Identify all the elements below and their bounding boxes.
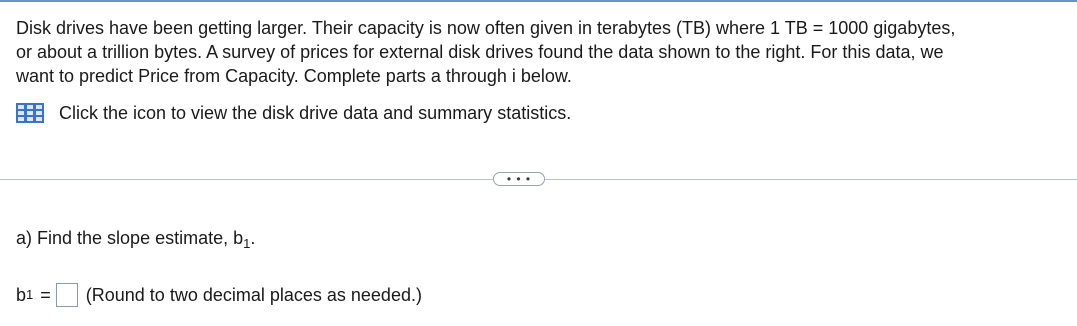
answer-row: b 1 = (Round to two decimal places as needed.) <box>16 282 422 308</box>
view-data-label[interactable]: Click the icon to view the disk drive data and summary statistics. <box>59 103 572 123</box>
view-data-link[interactable] <box>16 101 571 125</box>
top-rule <box>0 0 1077 2</box>
equals-sign: = <box>40 284 51 305</box>
slope-answer-input[interactable] <box>56 283 78 307</box>
problem-line-3: want to predict Price from Capacity. Complete parts a through i below. <box>16 66 572 86</box>
problem-line-2: or about a trillion bytes. A survey of prices for external disk drives found the data shown to the right. For this data, we <box>16 42 944 62</box>
answer-variable: b <box>16 284 27 305</box>
expand-more-button[interactable]: • • • <box>493 172 545 186</box>
problem-line-1: Disk drives have been getting larger. Their capacity is now often given in terabytes (TB) where 1 TB = 1000 gigabytes, <box>16 18 956 38</box>
table-grid-icon[interactable] <box>16 103 44 123</box>
problem-statement <box>16 16 1077 88</box>
part-a-subscript: 1 <box>243 236 251 251</box>
part-a-text: a) Find the slope estimate, b <box>16 228 244 248</box>
rounding-hint: (Round to two decimal places as needed.) <box>85 284 422 305</box>
part-a-prompt <box>16 226 255 250</box>
part-a-period: . <box>250 228 256 248</box>
